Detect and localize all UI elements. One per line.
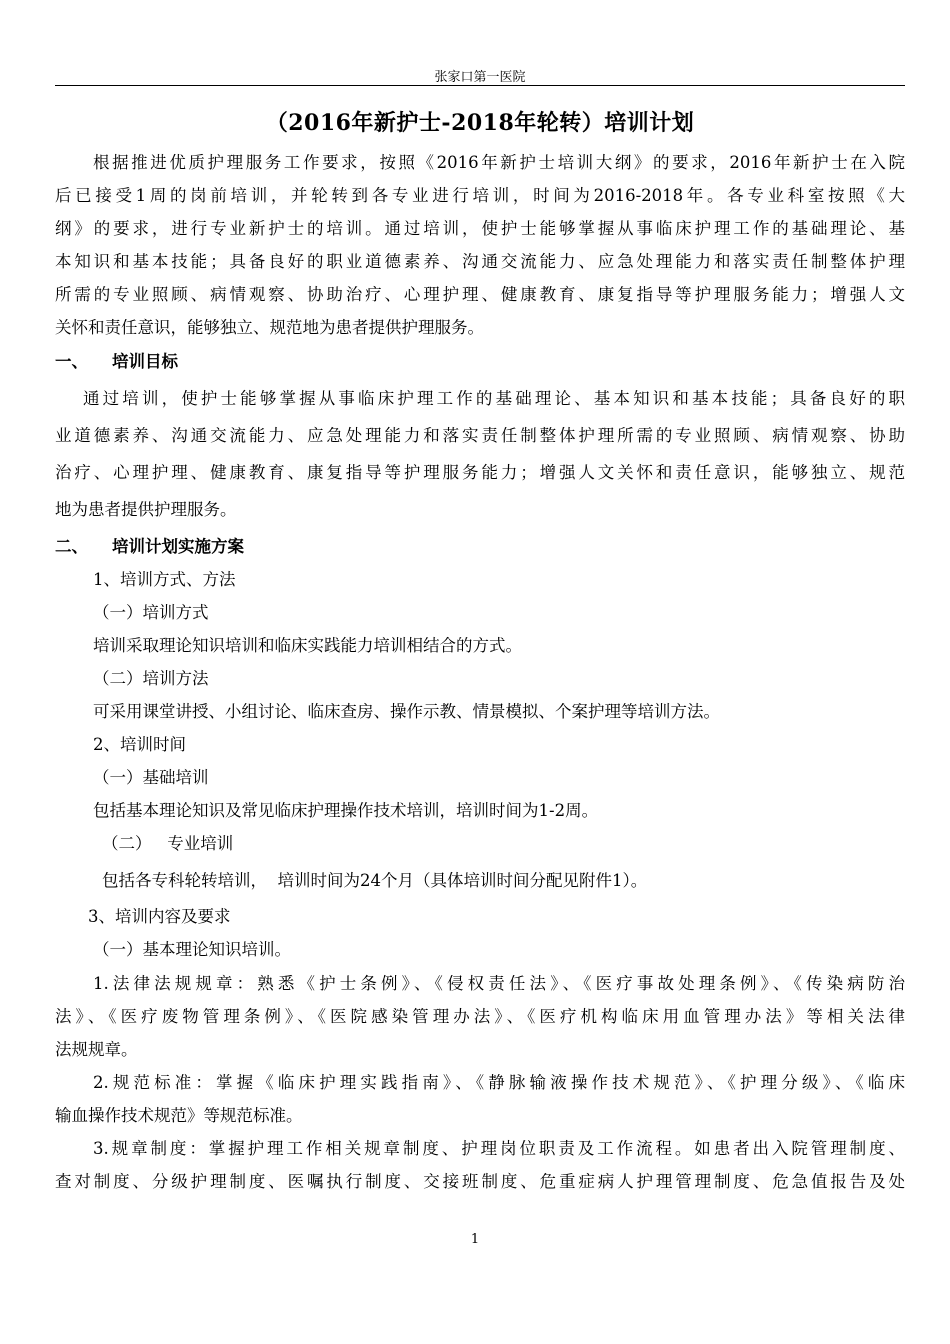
subheading: （一）基础培训 [93, 768, 209, 787]
law-line: 法规规章。 [55, 1040, 138, 1059]
subheading: （一）培训方式 [93, 603, 209, 622]
subheading: 1、培训方式、方法 [93, 570, 236, 589]
body-text: 包括基本理论知识及常见临床护理操作技术培训，培训时间为1-2周。 [93, 801, 599, 820]
intro-line: 纲》的要求，进行专业新护士的培训。通过培训，使护士能够掌握从事临床护理工作的基础理论、基 [55, 219, 905, 238]
goal-line: 业道德素养、沟通交流能力、应急处理能力和落实责任制整体护理所需的专业照顾、病情观察、协助 [55, 426, 905, 445]
intro-line: 所需的专业照顾、病情观察、协助治疗、心理护理、健康教育、康复指导等护理服务能力；增强人文 [55, 285, 905, 304]
subheading: （一）基本理论知识培训。 [93, 940, 291, 959]
section-number: 一、 [55, 352, 88, 371]
body-text: 培训采取理论知识培训和临床实践能力培训相结合的方式。 [93, 636, 522, 655]
goal-line: 通过培训，使护士能够掌握从事临床护理工作的基础理论、基本知识和基本技能；具备良好的职 [83, 389, 905, 408]
section-heading: 培训计划实施方案 [112, 537, 244, 556]
goal-line: 地为患者提供护理服务。 [55, 500, 237, 519]
rules-line: 查对制度、分级护理制度、医嘱执行制度、交接班制度、危重症病人护理管理制度、危急值报告及处 [55, 1172, 905, 1191]
intro-line: 本知识和基本技能；具备良好的职业道德素养、沟通交流能力、应急处理能力和落实责任制整体护理 [55, 252, 905, 271]
document-title: （2016年新护士-2018年轮转）培训计划 [265, 110, 695, 136]
intro-line: 后已接受1周的岗前培训，并轮转到各专业进行培训，时间为2016-2018年。各专业科室按照《大 [55, 186, 905, 205]
law-line: 1.法律法规规章：熟悉《护士条例》、《侵权责任法》、《医疗事故处理条例》、《传染病防治 [93, 974, 905, 993]
section-number: 二、 [55, 537, 88, 556]
law-line: 法》、《医疗废物管理条例》、《医院感染管理办法》、《医疗机构临床用血管理办法》等相关法律 [55, 1007, 905, 1026]
subheading: （二）培训方法 [93, 669, 209, 688]
body-text: 可采用课堂讲授、小组讨论、临床查房、操作示教、情景模拟、个案护理等培训方法。 [93, 702, 720, 721]
standard-line: 2.规范标准：掌握《临床护理实践指南》、《静脉输液操作技术规范》、《护理分级》、《临床 [93, 1073, 905, 1092]
goal-line: 治疗、心理护理、健康教育、康复指导等护理服务能力；增强人文关怀和责任意识，能够独立、规范 [55, 463, 905, 482]
subheading: 2、培训时间 [93, 735, 186, 754]
intro-line: 关怀和责任意识，能够独立、规范地为患者提供护理服务。 [55, 318, 484, 337]
subheading: 3、培训内容及要求 [88, 907, 231, 926]
page-header-hospital: 张家口第一医院 [434, 70, 526, 85]
standard-line: 输血操作技术规范》等规范标准。 [55, 1106, 303, 1125]
page-number: 1 [470, 1232, 480, 1247]
section-heading: 培训目标 [112, 352, 178, 371]
header-rule [55, 85, 905, 86]
intro-line: 根据推进优质护理服务工作要求，按照《2016年新护士培训大纲》的要求，2016年新护士在入院 [93, 153, 905, 172]
rules-line: 3.规章制度：掌握护理工作相关规章制度、护理岗位职责及工作流程。如患者出入院管理制度、 [93, 1139, 905, 1158]
subheading: （二） 专业培训 [102, 834, 234, 853]
body-text: 包括各专科轮转培训， 培训时间为24个月（具体培训时间分配见附件1）。 [102, 871, 648, 890]
